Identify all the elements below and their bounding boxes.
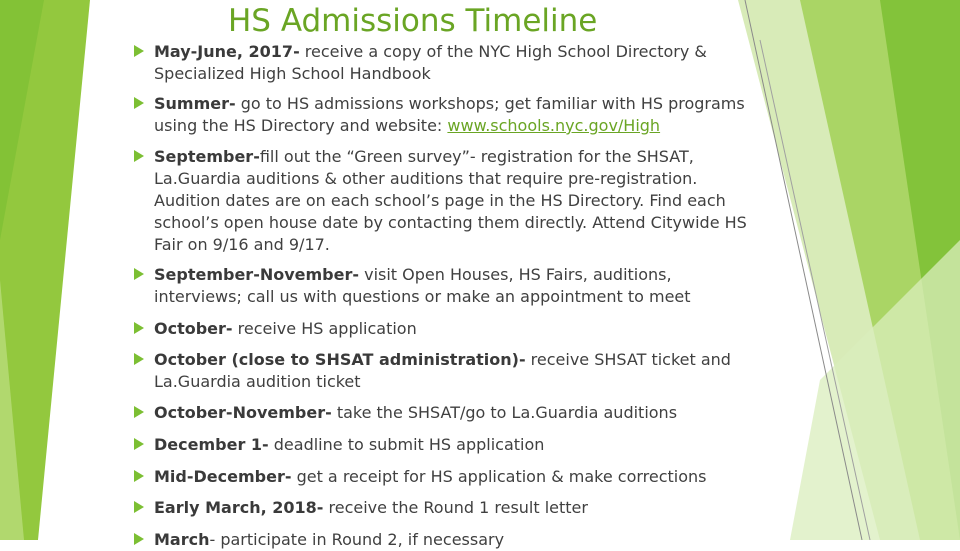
item-text: take the SHSAT/go to La.Guardia auditions [331, 403, 678, 422]
triangle-right-icon [134, 268, 144, 280]
triangle-right-icon [134, 533, 144, 545]
item-text: - participate in Round 2, if necessary [209, 530, 505, 549]
item-text: get a receipt for HS application & make corrections [291, 467, 707, 486]
item-text: deadline to submit HS application [268, 435, 545, 454]
triangle-right-icon [134, 470, 144, 482]
item-label: March [154, 530, 210, 549]
item-text: receive SHSAT ticket and La.Guardia audition ticket [154, 350, 731, 391]
item-label: October-November- [154, 403, 332, 422]
item-text: receive HS application [232, 319, 417, 338]
item-text: visit Open Houses, HS Fairs, auditions, interviews; call us with questions or make an appointment to meet [154, 265, 691, 306]
item-label: September- [154, 147, 260, 166]
triangle-right-icon [134, 353, 144, 365]
triangle-right-icon [134, 501, 144, 513]
item-label: May-June, 2017- [154, 42, 300, 61]
item-text: receive a copy of the NYC High School Directory & Specialized High School Handbook [154, 42, 707, 83]
item-label: October (close to SHSAT administration)- [154, 350, 526, 369]
triangle-right-icon [134, 322, 144, 334]
triangle-right-icon [134, 97, 144, 109]
nyc-schools-link[interactable]: www.schools.nyc.gov/High [447, 116, 661, 135]
item-label: October- [154, 319, 233, 338]
triangle-right-icon [134, 406, 144, 418]
item-text: receive the Round 1 result letter [323, 498, 588, 517]
item-label: Mid-December- [154, 467, 292, 486]
item-label: Summer- [154, 94, 236, 113]
item-text: go to HS admissions workshops; get familiar with HS programs using the HS Directory and website: [154, 94, 745, 135]
item-label: September-November- [154, 265, 360, 284]
slide-title: HS Admissions Timeline [228, 3, 598, 39]
triangle-right-icon [134, 45, 144, 57]
triangle-right-icon [134, 438, 144, 450]
item-label: Early March, 2018- [154, 498, 324, 517]
triangle-right-icon [134, 150, 144, 162]
item-text: fill out the “Green survey”- registration for the SHSAT, La.Guardia auditions & other auditions that require pre-registration. Audition dates are on each school’s page in the HS Directory. Find each school’s open house date by contacting them directly. Attend Citywide HS Fair on 9/16 and 9/17. [154, 147, 747, 254]
item-label: December 1- [154, 435, 269, 454]
